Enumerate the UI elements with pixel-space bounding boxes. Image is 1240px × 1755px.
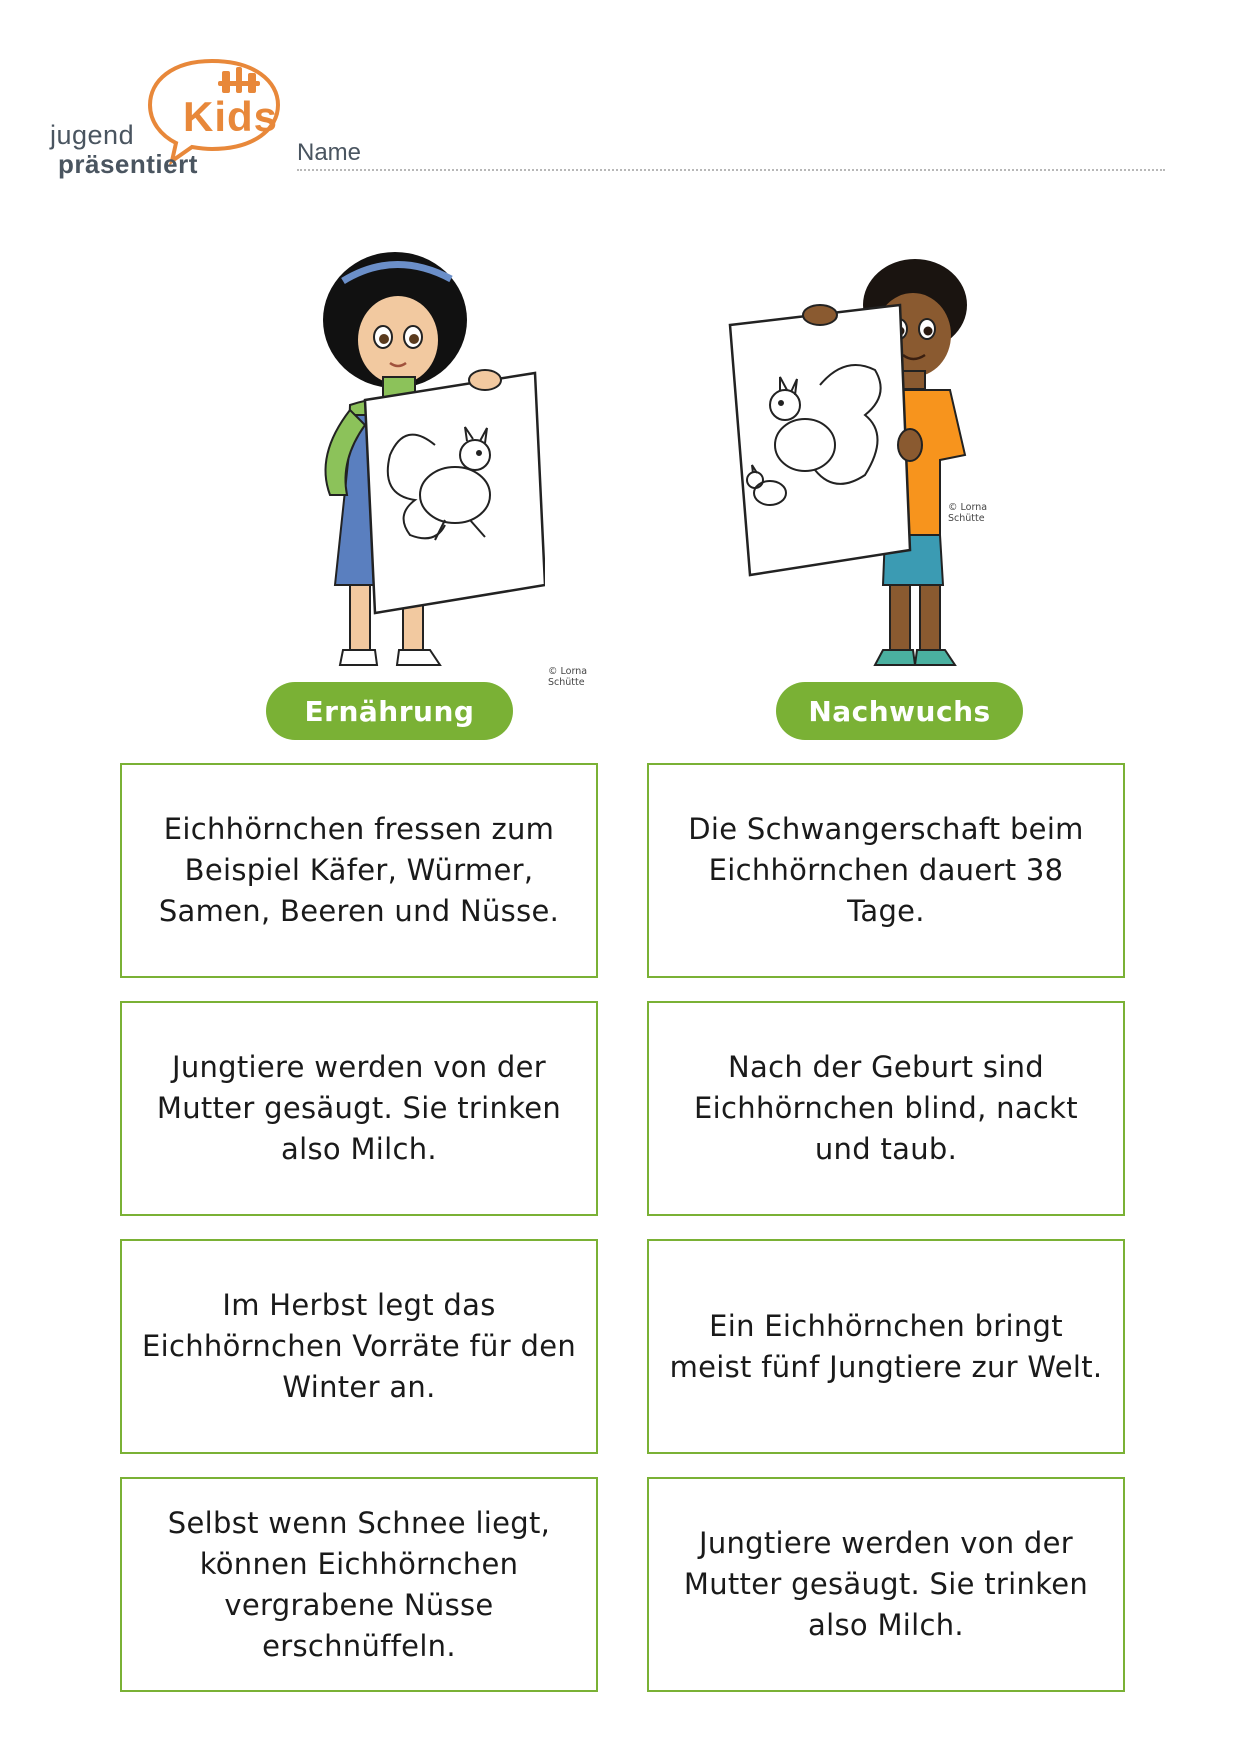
logo-jugend-text: jugend bbox=[50, 120, 135, 150]
brand-logo bbox=[50, 55, 279, 179]
card-text: Selbst wenn Schnee liegt, können Eichhörnchen vergrabene Nüsse erschnüffeln. bbox=[167, 1505, 551, 1663]
card-text: Jungtiere werden von der Mutter gesäugt. Sie trinken also Milch. bbox=[156, 1050, 562, 1166]
card-text: Eichhörnchen fressen zum Beispiel Käfer, Würmer, Samen, Beeren und Nüsse. bbox=[158, 812, 560, 928]
card-left-2 bbox=[120, 1001, 598, 1216]
boy-with-squirrel-poster-illustration bbox=[725, 245, 995, 685]
card-text: Ein Eichhörnchen bringt meist fünf Jungtiere zur Welt. bbox=[669, 1308, 1103, 1384]
name-input-line[interactable] bbox=[297, 169, 1165, 171]
card-left-3 bbox=[120, 1239, 598, 1454]
category-label-nachwuchs: Nachwuchs bbox=[776, 682, 1023, 740]
card-right-3 bbox=[647, 1239, 1125, 1454]
left-copyright: © Lorna Schütte bbox=[548, 666, 588, 688]
right-copyright: © Lorna Schütte bbox=[948, 502, 988, 524]
card-text: Die Schwangerschaft beim Eichhörnchen dauert 38 Tage. bbox=[688, 812, 1084, 928]
card-right-2 bbox=[647, 1001, 1125, 1216]
card-right-4 bbox=[647, 1477, 1125, 1692]
card-text: Nach der Geburt sind Eichhörnchen blind, nackt und taub. bbox=[694, 1050, 1078, 1166]
card-left-1 bbox=[120, 763, 598, 978]
card-text: Im Herbst legt das Eichhörnchen Vorräte für den Winter an. bbox=[142, 1288, 577, 1404]
logo-kids-text: Kids bbox=[183, 93, 279, 140]
card-left-4 bbox=[120, 1477, 598, 1692]
card-right-1 bbox=[647, 763, 1125, 978]
name-label: Name bbox=[297, 139, 362, 166]
category-label-ernaehrung: Ernährung bbox=[266, 682, 513, 740]
girl-with-squirrel-poster-illustration bbox=[295, 245, 545, 685]
card-text: Jungtiere werden von der Mutter gesäugt. Sie trinken also Milch. bbox=[683, 1526, 1089, 1642]
logo-praesentiert-text: präsentiert bbox=[58, 149, 198, 179]
